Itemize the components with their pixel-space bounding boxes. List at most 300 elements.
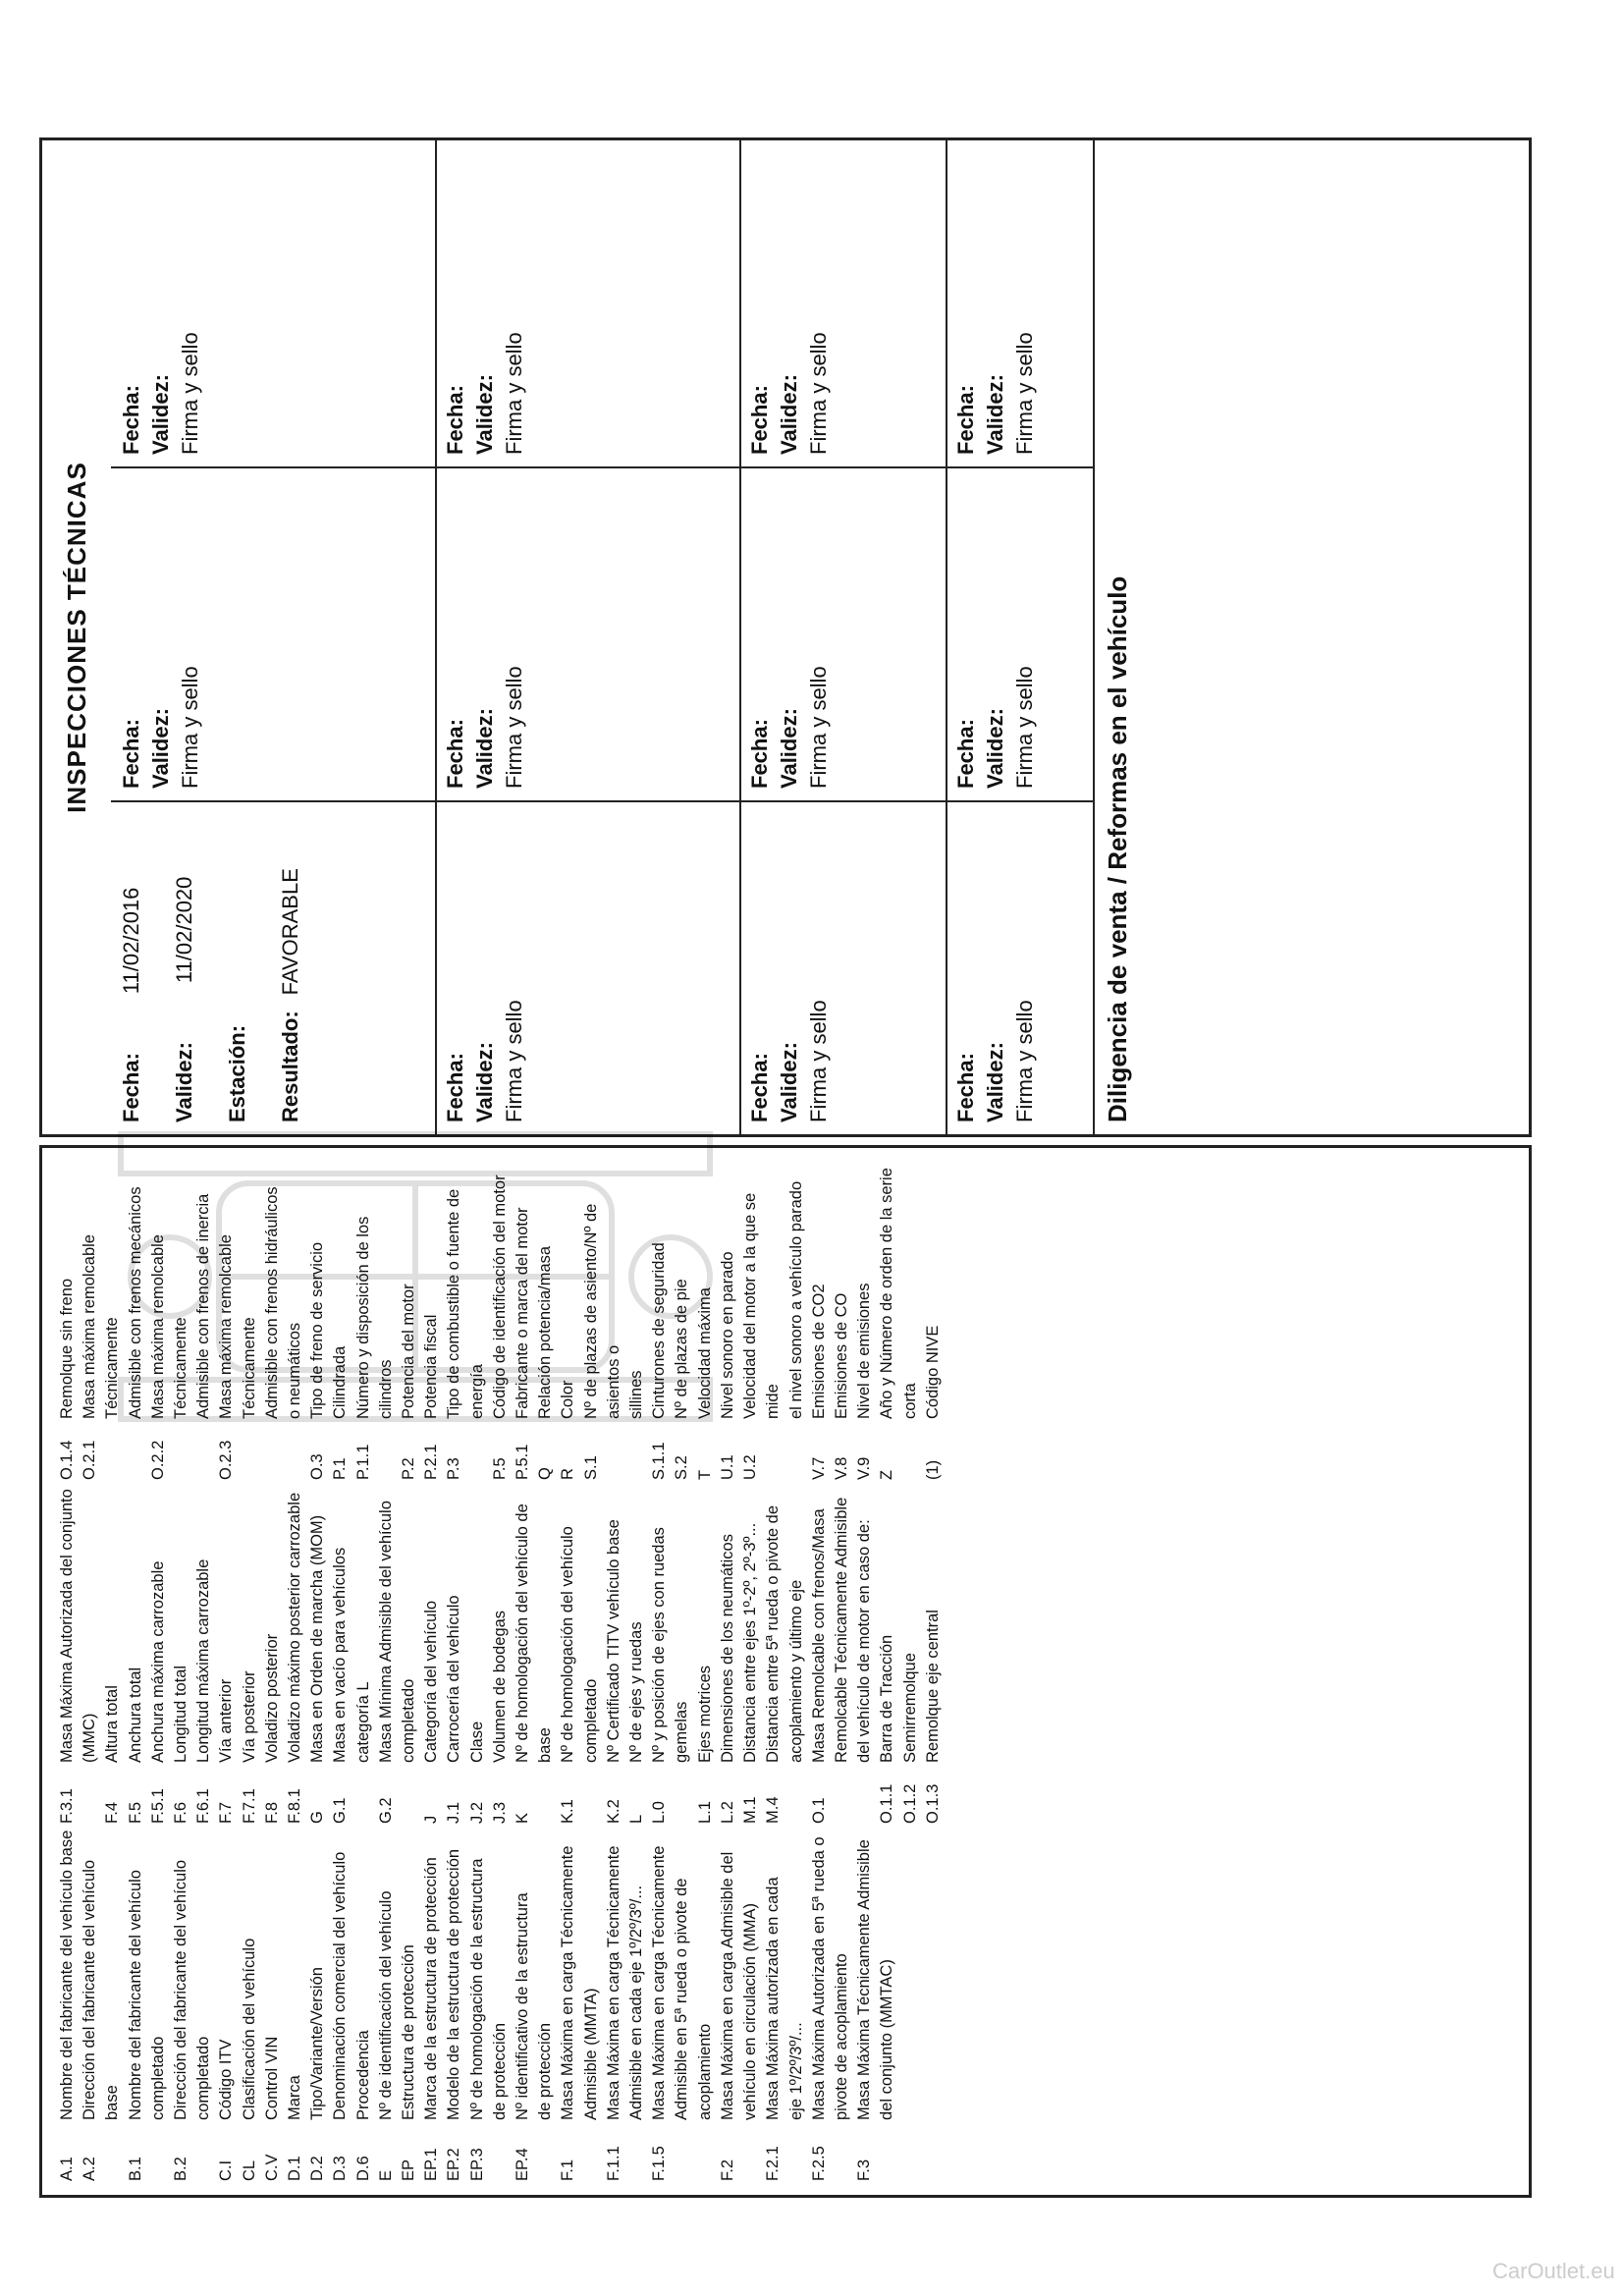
- field-item: [648, 1485, 693, 1824]
- field-description: Remolque sin freno: [58, 1278, 76, 1419]
- field-item: [306, 1485, 329, 1824]
- field-item: [512, 1485, 557, 1824]
- field-description: Nº de plazas de asiento/Nº de asientos o: [581, 1203, 622, 1419]
- field-code: G.1: [331, 1797, 350, 1824]
- field-code: O.1.4: [58, 1440, 76, 1480]
- field-description: Longitud máxima carrozable: [194, 1558, 213, 1763]
- firma-label: Firma y sello: [1012, 1000, 1037, 1122]
- field-description: Dirección del fabricante del vehículo: [172, 1859, 190, 2120]
- field-code: K.2: [604, 1799, 622, 1824]
- field-code: S.1.1: [650, 1442, 669, 1480]
- field-code: F.2: [718, 2159, 736, 2181]
- field-description: Masa Remolcable con frenos/Masa: [809, 1508, 828, 1763]
- validez-label: Validez:: [148, 374, 173, 455]
- estacion-label: Estación:: [225, 1024, 249, 1122]
- field-description: Distancia entre ejes 1º-2º, 2º-3º...: [741, 1522, 760, 1763]
- field-description: Masa Máxima en carga Técnicamente: [559, 1845, 577, 2120]
- field-item: [352, 1828, 375, 2181]
- field-item: [284, 1828, 306, 2181]
- firma-label: Firma y sello: [1012, 666, 1037, 789]
- field-description: Cinturones de seguridad: [650, 1242, 669, 1419]
- field-code: EP.1: [422, 2148, 441, 2181]
- field-description: Nº de ejes y ruedas: [627, 1621, 646, 1763]
- firma-label: Firma y sello: [806, 666, 831, 789]
- field-description: pivote de acoplamiento: [832, 1953, 850, 2120]
- field-item: [261, 1485, 284, 1824]
- field-code: P.1.1: [353, 1444, 372, 1480]
- fields-column-1: [56, 1828, 899, 2181]
- field-item: [717, 1828, 762, 2181]
- fecha-label: Fecha:: [443, 719, 467, 789]
- field-item: [443, 1828, 465, 2181]
- field-description: Masa Máxima en carga Técnicamente: [604, 1845, 622, 2120]
- firma-label: Firma y sello: [806, 1000, 831, 1122]
- inspection-cell-2: [111, 466, 435, 800]
- field-description: Marca de la estructura de protección: [422, 1857, 441, 2120]
- field-item: [557, 1156, 579, 1480]
- validez-label: Validez:: [472, 1042, 497, 1122]
- field-item: [717, 1485, 739, 1824]
- field-item: [215, 1156, 306, 1480]
- field-code: F.3.1: [58, 1788, 76, 1824]
- field-item: [808, 1828, 853, 2181]
- field-item: [375, 1828, 398, 2181]
- field-code: M.1: [741, 1796, 760, 1824]
- field-item: [79, 1828, 124, 2181]
- field-code: K: [514, 1812, 532, 1824]
- field-code: S.2: [673, 1455, 691, 1480]
- fecha-label: Fecha:: [747, 1053, 772, 1122]
- inspection-cell: [946, 466, 1093, 800]
- firma-label: Firma y sello: [178, 666, 202, 789]
- field-description: Voladizo máximo posterior carrozable: [286, 1492, 304, 1763]
- field-item: [466, 1828, 512, 2181]
- field-code: F.1.1: [604, 2146, 622, 2181]
- fecha-label: Fecha:: [747, 719, 772, 789]
- inspection-cell: [435, 140, 739, 466]
- field-description: Admisible con frenos mecánicos: [126, 1186, 144, 1419]
- field-code: F.5.1: [148, 1788, 167, 1824]
- field-description: Vía anterior: [217, 1678, 236, 1763]
- field-description: Voladizo posterior: [262, 1633, 281, 1763]
- validez-label: Validez:: [172, 1042, 196, 1122]
- field-item: [170, 1828, 215, 2181]
- inspection-cell: [435, 466, 739, 800]
- field-item: [557, 1485, 602, 1824]
- resultado-value: FAVORABLE: [278, 868, 302, 996]
- field-code: P.5.1: [514, 1444, 532, 1480]
- fecha-label: Fecha:: [443, 1053, 467, 1122]
- field-code: O.1.3: [923, 1783, 942, 1824]
- field-item: [808, 1485, 877, 1824]
- field-item: [306, 1156, 329, 1480]
- field-description: Código de identificación del motor: [490, 1175, 509, 1419]
- field-item: [306, 1828, 329, 2181]
- field-description: completado: [581, 1678, 600, 1763]
- firma-label: Firma y sello: [178, 332, 202, 455]
- field-code: G: [308, 1811, 327, 1824]
- field-code: F.6: [172, 1801, 190, 1824]
- field-item: [762, 1485, 807, 1824]
- inspection-cell: [435, 800, 739, 1134]
- field-description: Nivel sonoro en parado: [718, 1251, 736, 1419]
- field-code: F.2.1: [764, 2146, 783, 2181]
- field-code: EP: [400, 2159, 418, 2181]
- field-description: Potencia del motor: [400, 1284, 418, 1419]
- field-description: Clase: [467, 1721, 486, 1763]
- field-description: Procedencia: [353, 2030, 372, 2120]
- field-description: Marca: [286, 2075, 304, 2120]
- field-code: EP.4: [514, 2148, 532, 2181]
- field-item: [922, 1156, 945, 1480]
- field-description: del conjunto (MMTAC): [878, 1959, 896, 2120]
- fields-column-3: [56, 1156, 945, 1480]
- field-code: F.2.5: [809, 2146, 828, 2181]
- field-item: [489, 1485, 512, 1824]
- inspection-row-4: [946, 140, 1095, 1134]
- field-description: completado: [400, 1678, 418, 1763]
- fecha-label: Fecha:: [119, 1053, 143, 1122]
- field-code: P.2: [400, 1457, 418, 1480]
- field-description: Masa máxima remolcable Técnicamente: [148, 1234, 190, 1419]
- field-item: [443, 1156, 488, 1480]
- field-code: L.0: [650, 1801, 669, 1824]
- field-description: Color: [559, 1380, 577, 1419]
- fecha-label: Fecha:: [119, 385, 143, 455]
- field-description: Nº de homologación del vehículo de base: [514, 1503, 555, 1763]
- field-code: O.2.3: [217, 1440, 236, 1480]
- field-code: R: [559, 1468, 577, 1480]
- firma-label: Firma y sello: [502, 666, 526, 789]
- field-item: [125, 1828, 170, 2181]
- field-code: J.3: [490, 1801, 509, 1824]
- field-item: [420, 1828, 443, 2181]
- validez-label: Validez:: [983, 708, 1007, 789]
- field-item: [739, 1485, 762, 1824]
- field-item: [398, 1156, 420, 1480]
- field-item: [329, 1156, 352, 1480]
- field-description: Masa Máxima en carga Técnicamente: [650, 1845, 669, 2120]
- field-item: [125, 1485, 147, 1824]
- field-item: [443, 1485, 465, 1824]
- field-description: Nº de plazas de pie: [673, 1279, 691, 1419]
- firma-label: Firma y sello: [502, 1000, 526, 1122]
- validez-label: Validez:: [983, 374, 1007, 455]
- field-item: [261, 1828, 284, 2181]
- field-code: J: [422, 1815, 441, 1824]
- field-code: D.2: [308, 2156, 327, 2181]
- field-code: O.1.1: [878, 1783, 896, 1824]
- fecha-label: Fecha:: [953, 385, 978, 455]
- field-item: [648, 1828, 717, 2181]
- field-description: Nº de identificación del vehículo: [376, 1890, 395, 2120]
- field-description: de protección: [490, 2022, 509, 2120]
- field-code: L.1: [695, 1801, 714, 1824]
- field-description: Categoría del vehículo: [422, 1600, 441, 1763]
- field-item: [762, 1828, 807, 2181]
- field-description: Masa Mínima Admisible del vehículo: [376, 1501, 395, 1763]
- field-code: O.1: [809, 1797, 828, 1824]
- field-code: P.3: [445, 1457, 463, 1480]
- resultado-label: Resultado:: [278, 1011, 302, 1122]
- fields-column-2: [56, 1485, 945, 1824]
- field-item: [648, 1156, 671, 1480]
- field-description: Masa Máxima autorizada en cada: [764, 1877, 783, 2120]
- inspection-cell-first: [111, 800, 435, 1134]
- inspecciones-title: INSPECCIONES TÉCNICAS: [62, 462, 91, 813]
- field-code: U.1: [718, 1454, 736, 1480]
- field-description: Admisible con frenos hidráulicos: [262, 1186, 281, 1419]
- field-description: Distancia entre 5ª rueda o pivote de: [764, 1504, 783, 1763]
- field-description: Año y Número de orden de la serie corta: [878, 1168, 919, 1419]
- field-item: [239, 1485, 261, 1824]
- field-code: V.7: [809, 1456, 828, 1480]
- validez-label: Validez:: [472, 374, 497, 455]
- field-item: [853, 1156, 876, 1480]
- field-description: Emisiones de CO: [832, 1292, 850, 1419]
- field-description: Masa Máxima Técnicamente Admisible: [855, 1839, 874, 2120]
- inspection-cell: [946, 140, 1093, 466]
- field-code: CL: [240, 2159, 258, 2181]
- field-description: Potencia fiscal: [422, 1314, 441, 1419]
- field-item: [420, 1485, 443, 1824]
- validez-label: Validez:: [983, 1042, 1007, 1122]
- field-description: Masa Máxima Autorizada del conjunto: [58, 1489, 76, 1763]
- field-description: el nivel sonoro a vehículo parado: [786, 1180, 805, 1419]
- field-code: S.1: [581, 1455, 600, 1480]
- fields-panel: [39, 1145, 1532, 2198]
- field-code: P.1: [331, 1457, 350, 1480]
- fecha-label: Fecha:: [747, 385, 772, 455]
- field-item: [56, 1828, 79, 2181]
- field-code: F.4: [103, 1801, 122, 1824]
- field-description: Modelo de la estructura de protección: [445, 1848, 463, 2120]
- field-item: [853, 1828, 898, 2181]
- field-item: [739, 1156, 808, 1480]
- field-code: O.1.2: [900, 1783, 919, 1824]
- field-item: [352, 1156, 398, 1480]
- field-description: Cilindrada: [331, 1345, 350, 1419]
- field-code: T: [695, 1469, 714, 1480]
- field-description: Admisible en 5ª rueda o pivote de: [673, 1878, 691, 2120]
- field-description: Nº Certificado TITV vehículo base: [604, 1519, 622, 1763]
- field-code: D.1: [286, 2156, 304, 2181]
- field-item: [580, 1156, 649, 1480]
- field-description: Denominación comercial del vehículo: [331, 1851, 350, 2120]
- field-description: Nivel de emisiones: [855, 1283, 874, 1419]
- field-description: o neumáticos: [286, 1322, 304, 1419]
- field-description: Código ITV: [217, 2039, 236, 2120]
- field-description: acoplamiento y último eje: [786, 1579, 805, 1763]
- field-description: Nombre del fabricante del vehículo: [126, 1870, 144, 2120]
- field-code: F.7.1: [240, 1788, 258, 1824]
- field-item: [534, 1156, 557, 1480]
- field-code: D.6: [353, 2156, 372, 2181]
- field-description: del vehículo de motor en caso de:: [855, 1519, 874, 1763]
- field-code: F.8: [262, 1801, 281, 1824]
- field-item: [79, 1156, 147, 1480]
- field-item: [808, 1156, 831, 1480]
- field-code: C.I: [217, 2159, 236, 2181]
- field-description: Carrocería del vehículo: [445, 1595, 463, 1763]
- field-item: [420, 1156, 443, 1480]
- field-description: Masa en vacío para vehículos categoría L: [331, 1547, 372, 1763]
- field-code: O.3: [308, 1453, 327, 1480]
- field-item: [603, 1485, 625, 1824]
- inspection-cell-3: [111, 140, 435, 466]
- field-description: Masa Máxima Autorizada en 5ª rueda o: [809, 1836, 828, 2120]
- field-description: Velocidad máxima: [695, 1287, 714, 1419]
- field-code: E: [376, 2169, 395, 2181]
- field-description: Masa en Orden de marcha (MOM): [308, 1514, 327, 1763]
- field-code: A.1: [58, 2157, 76, 2181]
- field-description: Volumen de bodegas: [490, 1610, 509, 1763]
- firma-label: Firma y sello: [806, 332, 831, 455]
- field-description: Semirremolque: [900, 1653, 919, 1763]
- validez-label: Validez:: [777, 708, 801, 789]
- field-code: EP.2: [445, 2148, 463, 2181]
- field-code: EP.3: [467, 2148, 486, 2181]
- field-description: Admisible con frenos de inercia: [194, 1193, 213, 1419]
- field-item: [603, 1828, 648, 2181]
- field-description: Dimensiones de los neumáticos: [718, 1534, 736, 1763]
- field-description: Nombre del fabricante del vehículo base: [58, 1830, 76, 2120]
- field-code: V.8: [832, 1456, 850, 1480]
- field-item: [512, 1828, 557, 2181]
- field-code: F.5: [126, 1801, 144, 1824]
- field-description: Relación potencia/masa: [536, 1245, 555, 1419]
- validez-label: Validez:: [472, 708, 497, 789]
- field-item: [56, 1156, 79, 1480]
- field-item: [557, 1828, 602, 2181]
- field-item: [398, 1828, 420, 2181]
- field-item: [329, 1828, 352, 2181]
- fecha-label: Fecha:: [119, 719, 143, 789]
- fecha-label: Fecha:: [443, 385, 467, 455]
- validez-label: Validez:: [777, 374, 801, 455]
- field-description: Emisiones de CO2: [809, 1284, 828, 1419]
- field-code: (1): [923, 1459, 942, 1480]
- field-item: [215, 1828, 238, 2181]
- inspection-row-2: [435, 140, 741, 1134]
- field-description: Número y disposición de los cilindros: [353, 1216, 395, 1419]
- field-description: Velocidad del motor a la que se mide: [741, 1192, 783, 1419]
- field-description: Anchura total: [126, 1667, 144, 1763]
- field-item: [329, 1485, 374, 1824]
- field-item: [466, 1485, 489, 1824]
- field-item: [239, 1828, 261, 2181]
- field-description: Remolcable Técnicamente Admisible: [832, 1497, 850, 1763]
- field-description: Vía posterior: [240, 1670, 258, 1763]
- field-item: [922, 1485, 945, 1824]
- field-code: M.4: [764, 1796, 783, 1824]
- validez-label: Validez:: [148, 708, 173, 789]
- field-code: J.1: [445, 1801, 463, 1824]
- validez-value: 11/02/2020: [172, 876, 196, 984]
- inspecciones-panel: [39, 137, 1532, 1137]
- field-item: [671, 1156, 693, 1480]
- field-description: acoplamiento: [695, 2023, 714, 2120]
- field-description: Dirección del fabricante del vehículo base: [81, 1859, 122, 2120]
- field-code: C.V: [262, 2154, 281, 2181]
- field-code: U.2: [741, 1454, 760, 1480]
- field-code: F.6.1: [194, 1788, 213, 1824]
- field-item: [489, 1156, 512, 1480]
- field-code: B.1: [126, 2157, 144, 2181]
- field-description: Anchura máxima carrozable: [148, 1560, 167, 1763]
- inspection-row-3: [739, 140, 947, 1134]
- inspection-cell: [739, 466, 946, 800]
- field-description: Nº de homologación del vehículo: [559, 1526, 577, 1763]
- field-description: Admisible en cada eje 1º/2º/3º/...: [627, 1885, 646, 2120]
- field-item: [375, 1485, 420, 1824]
- field-code: K.1: [559, 1799, 577, 1824]
- field-item: [717, 1156, 739, 1480]
- field-code: F.3: [855, 2159, 874, 2181]
- firma-label: Firma y sello: [502, 332, 526, 455]
- field-item: [876, 1156, 921, 1480]
- field-code: O.2.2: [148, 1440, 167, 1480]
- field-description: Control VIN: [262, 2036, 281, 2120]
- field-code: B.2: [172, 2157, 190, 2181]
- field-item: [284, 1485, 306, 1824]
- field-code: P.5: [490, 1457, 509, 1480]
- validez-label: Validez:: [777, 1042, 801, 1122]
- field-item: [147, 1485, 170, 1824]
- field-description: Altura total: [103, 1685, 122, 1763]
- field-code: G.2: [376, 1797, 395, 1824]
- field-description: sillines: [627, 1370, 646, 1419]
- field-item: [56, 1485, 101, 1824]
- inspection-cell: [739, 140, 946, 466]
- field-code: Z: [878, 1469, 896, 1480]
- field-description: Masa máxima remolcable Técnicamente: [81, 1234, 122, 1419]
- field-code: V.9: [855, 1456, 874, 1480]
- field-description: completado: [148, 2036, 167, 2120]
- field-description: Código NIVE: [923, 1325, 942, 1419]
- field-description: Barra de Tracción: [878, 1634, 896, 1763]
- field-item: [899, 1485, 922, 1824]
- field-description: Tipo de combustible o fuente de energía: [445, 1188, 486, 1419]
- fecha-label: Fecha:: [953, 1053, 978, 1122]
- field-description: Nº y posición de ejes con ruedas gemelas: [650, 1527, 691, 1763]
- diligencia-title: Diligencia de venta / Reformas en el vehículo: [1103, 575, 1132, 1122]
- field-item: [170, 1485, 192, 1824]
- field-description: Remolque eje central: [923, 1610, 942, 1763]
- inspection-cell: [739, 800, 946, 1134]
- field-code: L: [627, 1814, 646, 1824]
- firma-label: Firma y sello: [1012, 332, 1037, 455]
- field-description: Ejes motrices: [695, 1665, 714, 1763]
- field-item: [694, 1156, 717, 1480]
- field-item: [625, 1485, 648, 1824]
- field-item: [192, 1485, 215, 1824]
- field-description: de protección: [536, 2022, 555, 2120]
- field-description: eje 1º/2º/3º/...: [786, 2022, 805, 2120]
- field-code: F.1.5: [650, 2146, 669, 2181]
- field-code: D.3: [331, 2156, 350, 2181]
- field-description: vehículo en circulación (MMA): [741, 1903, 760, 2120]
- field-item: [876, 1485, 898, 1824]
- field-item: [101, 1485, 124, 1824]
- field-description: Tipo de freno de servicio: [308, 1241, 327, 1419]
- field-code: L.2: [718, 1801, 736, 1824]
- field-code: Q: [536, 1467, 555, 1480]
- inspection-row-1: [111, 140, 437, 1134]
- field-description: Tipo/Variante/Versión: [308, 1967, 327, 2120]
- field-code: F.7: [217, 1801, 236, 1824]
- field-description: (MMC): [81, 1713, 99, 1763]
